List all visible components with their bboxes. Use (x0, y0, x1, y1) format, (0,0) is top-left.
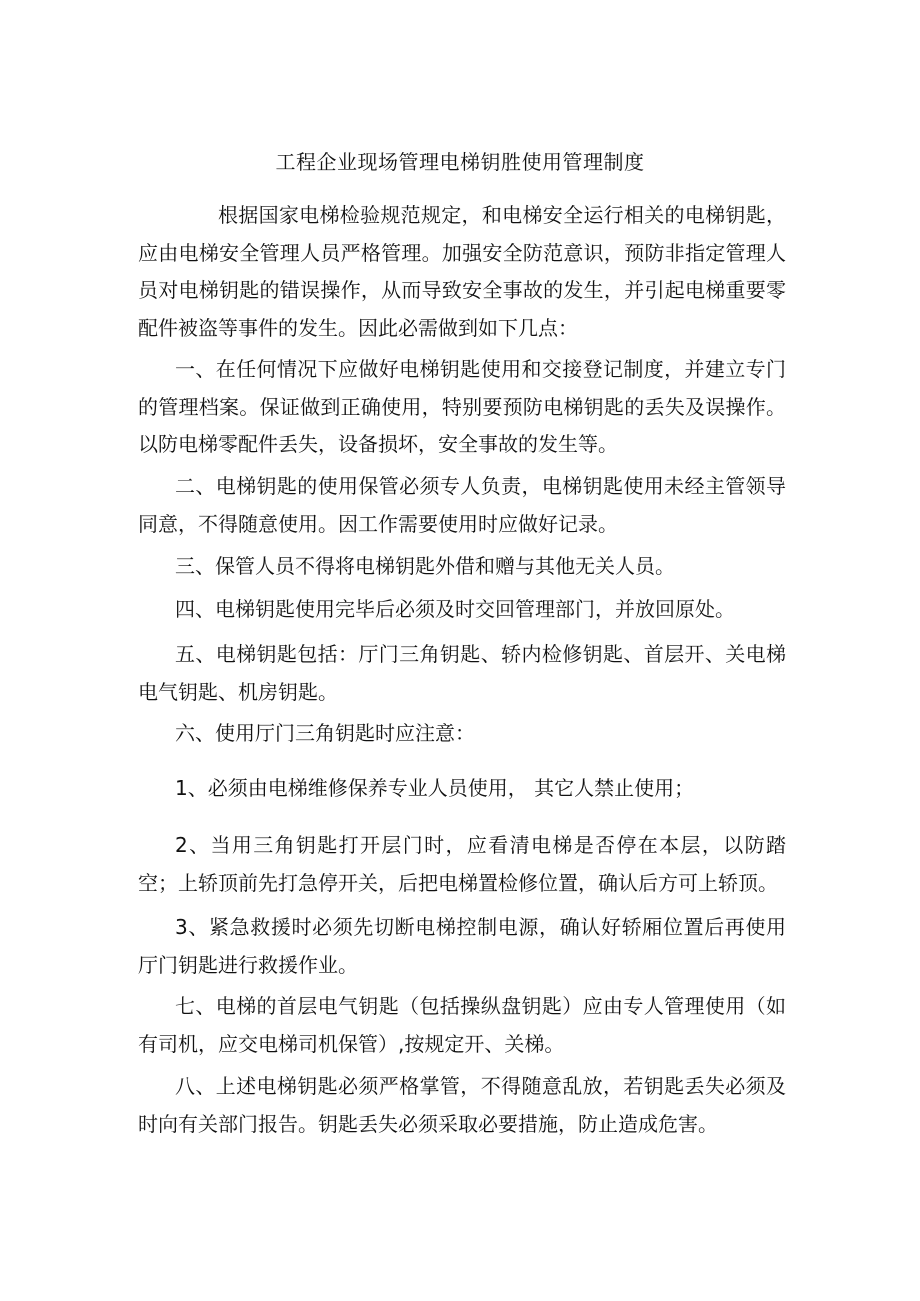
document-title: 工程企业现场管理电梯钥胜使用管理制度 (275, 150, 645, 174)
rule-paragraph-2: 二、电梯钥匙的使用保管必须专人负责，电梯钥匙使用未经主管领导同意，不得随意使用。因工作需要使用时应做好记录。 (138, 474, 786, 536)
rule-paragraph-7: 七、电梯的首层电气钥匙（包括操纵盘钥匙）应由专人管理使用（如有司机，应交电梯司机保管）,按规定开、关梯。 (138, 994, 786, 1056)
rule-paragraph-8: 八、上述电梯钥匙必须严格掌管，不得随意乱放，若钥匙丢失必须及时向有关部门报告。钥匙丢失必须采取必要措施，防止造成危害。 (138, 1074, 786, 1136)
intro-paragraph: 根据国家电梯检验规范规定，和电梯安全运行相关的电梯钥匙，应由电梯安全管理人员严格管理。加强安全防范意识，预防非指定管理人员对电梯钥匙的错误操作，从而导致安全事故的发生，并引起电梯重要零配件被盗等事件的发生。因此必需做到如下几点： (138, 203, 786, 340)
rule-paragraph-6-sub-3: 3、紧急救援时必须先切断电梯控制电源，确认好轿厢位置后再使用厅门钥匙进行救援作业。 (138, 915, 786, 977)
rule-paragraph-6-sub-1: 1、必须由电梯维修保养专业人员使用， 其它人禁止使用； (175, 776, 695, 800)
rule-paragraph-1: 一、在任何情况下应做好电梯钥匙使用和交接登记制度，并建立专门的管理档案。保证做到正确使用，特别要预防电梯钥匙的丢失及误操作。以防电梯零配件丢失，设备损坏，安全事故的发生等。 (138, 357, 786, 456)
rule-paragraph-3: 三、保管人员不得将电梯钥匙外借和赠与其他无关人员。 (175, 554, 675, 578)
rule-paragraph-6: 六、使用厅门三角钥匙时应注意： (175, 721, 475, 745)
rule-paragraph-5: 五、电梯钥匙包括：厅门三角钥匙、轿内检修钥匙、首层开、关电梯电气钥匙、机房钥匙。 (138, 642, 786, 704)
rule-paragraph-6-sub-2: 2、当用三角钥匙打开层门时，应看清电梯是否停在本层，以防踏空；上轿顶前先打急停开关，后把电梯置检修位置，确认后方可上轿顶。 (138, 833, 786, 895)
rule-paragraph-4: 四、电梯钥匙使用完毕后必须及时交回管理部门，并放回原处。 (175, 597, 735, 621)
